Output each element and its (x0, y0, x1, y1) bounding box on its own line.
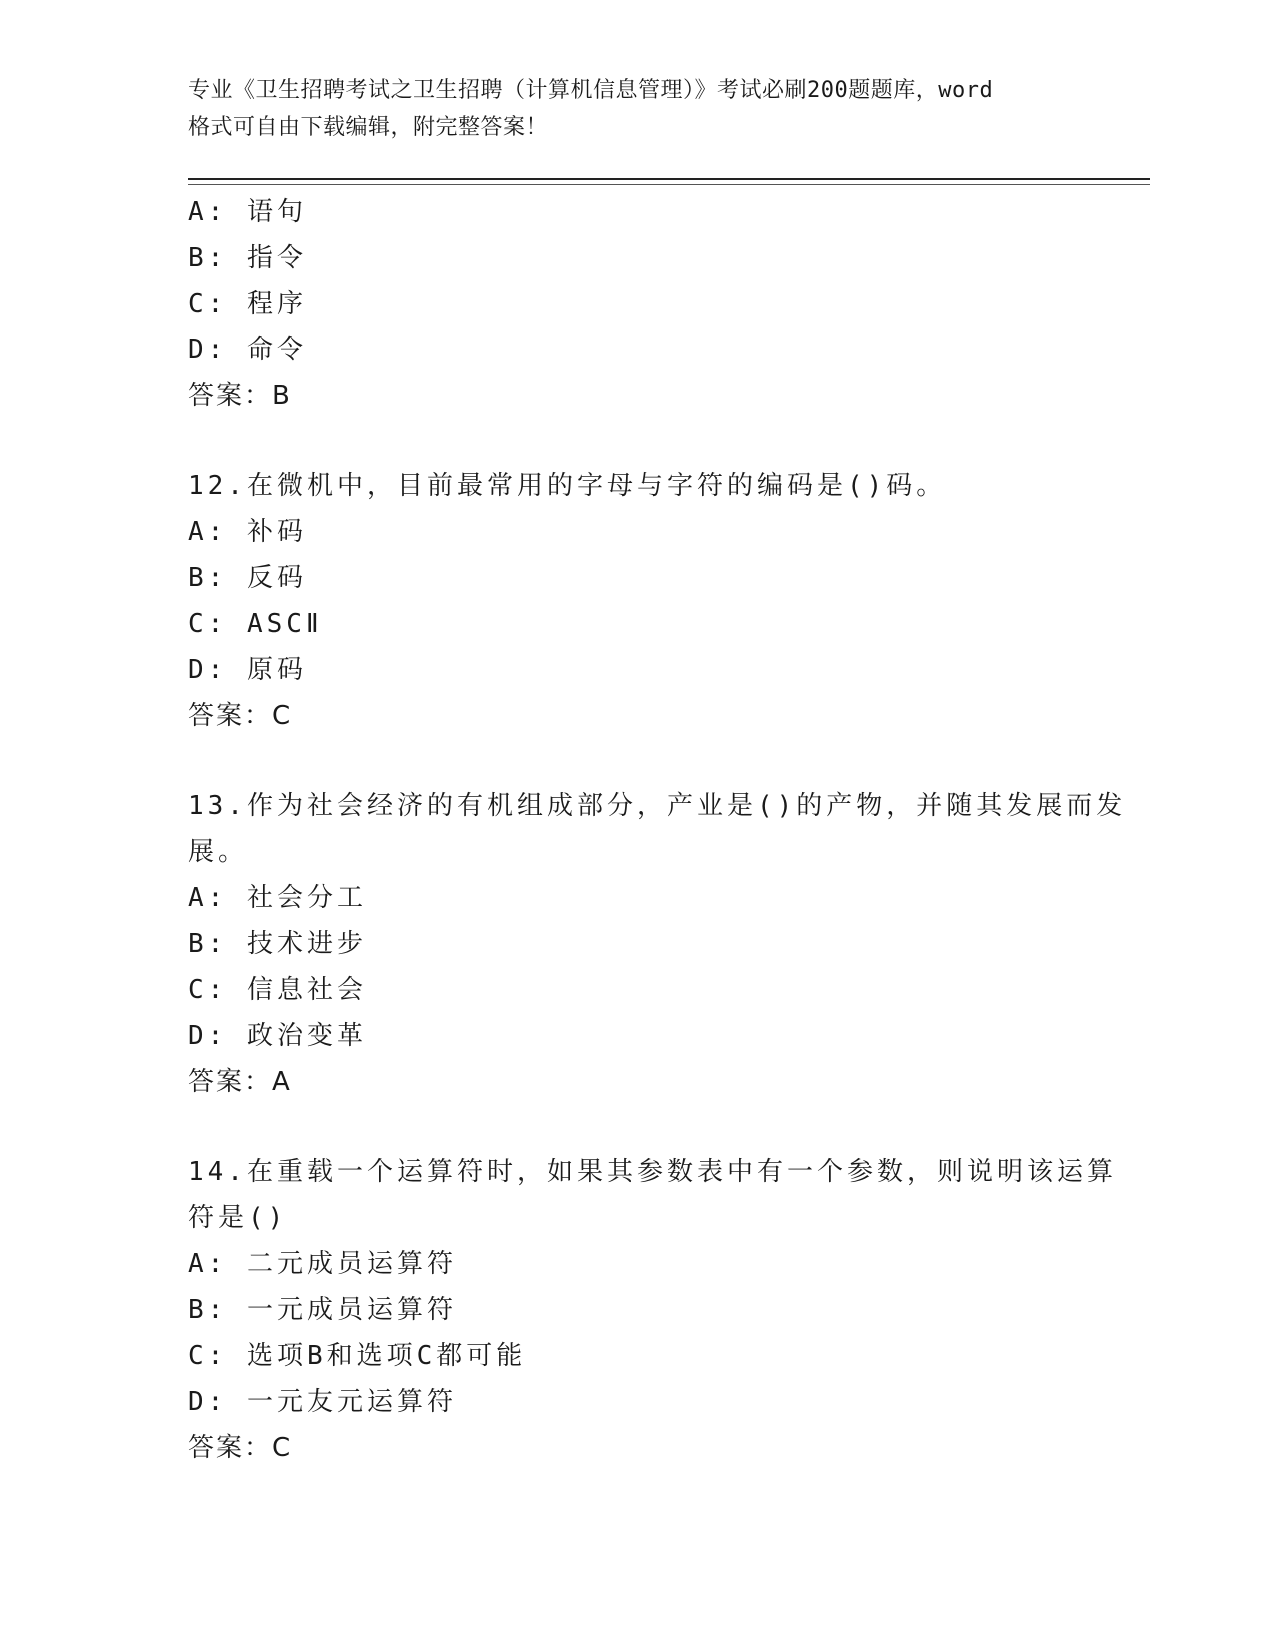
header-title-line-1: 专业《卫生招聘考试之卫生招聘（计算机信息管理）》考试必刷200题题库，word (188, 78, 994, 103)
question-11 (188, 189, 1088, 419)
q11-option-a: A: 语句 (188, 197, 307, 227)
q14-option-b: B: 一元成员运算符 (188, 1295, 457, 1325)
q13-question-line-2: 展。 (188, 837, 249, 867)
q11-option-c: C: 程序 (188, 289, 307, 319)
q12-answer: 答案：C (188, 701, 293, 731)
q14-option-c: C: 选项B和选项C都可能 (188, 1341, 527, 1371)
q14-option-d: D: 一元友元运算符 (188, 1387, 457, 1417)
spacer (188, 419, 1088, 463)
q13-option-d: D: 政治变革 (188, 1021, 367, 1051)
question-12 (188, 463, 1088, 739)
q14-answer: 答案：C (188, 1433, 293, 1463)
header-divider-thin (188, 184, 1150, 185)
q13-option-b: B: 技术进步 (188, 929, 367, 959)
spacer (188, 739, 1088, 783)
header-divider-thick (188, 178, 1150, 180)
q13-answer: 答案：A (188, 1067, 292, 1097)
q13-option-c: C: 信息社会 (188, 975, 367, 1005)
q11-answer: 答案：B (188, 381, 292, 411)
q14-question-line-1: 14.在重载一个运算符时，如果其参数表中有一个参数，则说明该运算 (188, 1157, 1117, 1187)
q12-option-a: A: 补码 (188, 517, 307, 547)
q11-option-b: B: 指令 (188, 243, 307, 273)
q12-option-d: D: 原码 (188, 655, 307, 685)
q12-question: 12.在微机中，目前最常用的字母与字符的编码是()码。 (188, 471, 947, 501)
q12-option-c: C: ASCⅡ (188, 609, 323, 639)
q13-option-a: A: 社会分工 (188, 883, 367, 913)
q14-question-line-2: 符是() (188, 1203, 288, 1233)
question-list (188, 189, 1127, 1471)
question-14 (188, 1149, 1117, 1471)
q14-option-a: A: 二元成员运算符 (188, 1249, 457, 1279)
q13-question-line-1: 13.作为社会经济的有机组成部分，产业是()的产物，并随其发展而发 (188, 791, 1127, 821)
q11-option-d: D: 命令 (188, 335, 307, 365)
spacer (188, 1105, 1088, 1149)
question-13 (188, 783, 1127, 1105)
header-title-line-2: 格式可自由下载编辑，附完整答案！ (188, 115, 549, 140)
q12-option-b: B: 反码 (188, 563, 307, 593)
document-header (188, 72, 1088, 146)
